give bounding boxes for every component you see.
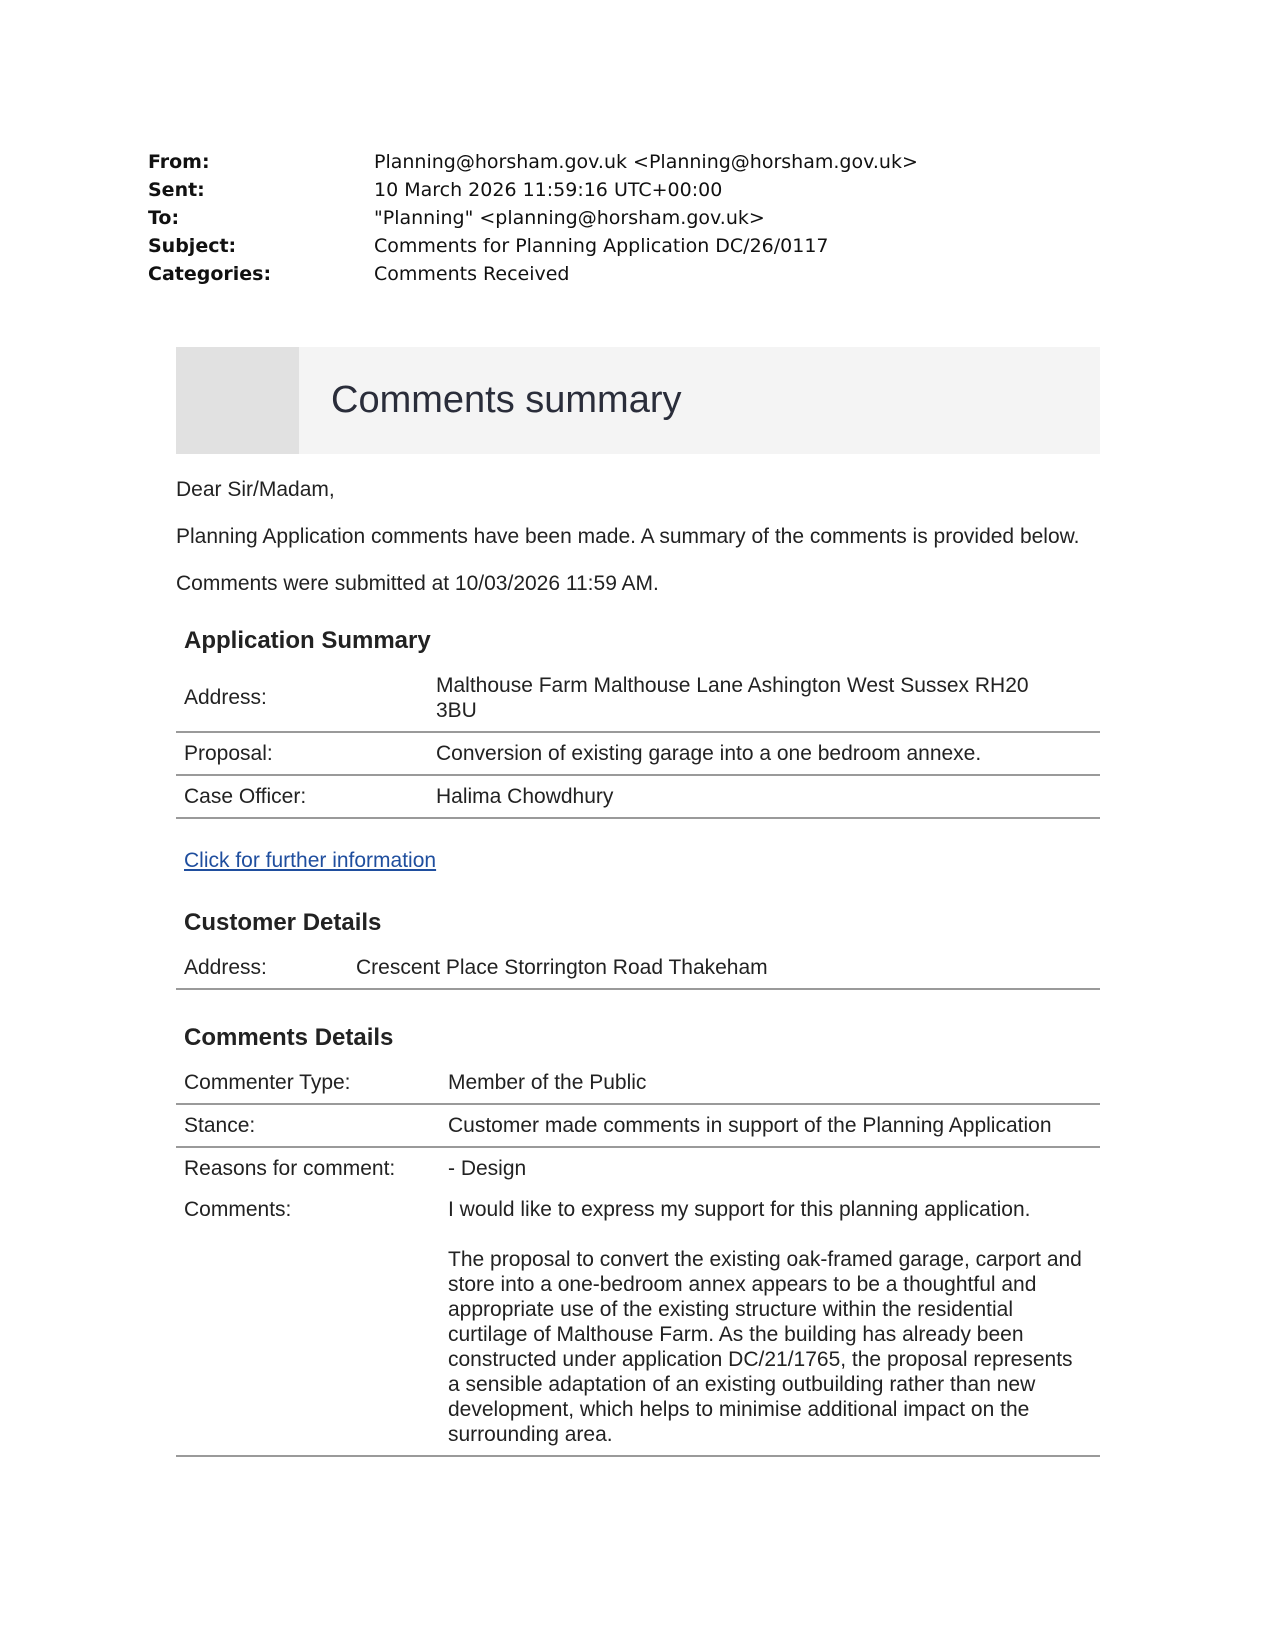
table-row bbox=[176, 665, 1100, 732]
commenter-type-label: Commenter Type: bbox=[176, 1062, 440, 1104]
banner-side-block bbox=[176, 347, 299, 454]
stance-label: Stance: bbox=[176, 1104, 440, 1147]
from-value: Planning@horsham.gov.uk <Planning@horsham.gov.uk> bbox=[374, 151, 918, 173]
case-officer-label: Case Officer: bbox=[176, 775, 428, 818]
table-row bbox=[176, 1147, 1100, 1189]
table-row bbox=[176, 1189, 1100, 1456]
proposal-value: Conversion of existing garage into a one bedroom annexe. bbox=[428, 732, 1100, 775]
further-information-link[interactable]: Click for further information bbox=[184, 849, 437, 872]
case-officer-value: Halima Chowdhury bbox=[428, 775, 1100, 818]
customer-address-label: Address: bbox=[176, 947, 348, 989]
table-row bbox=[176, 775, 1100, 818]
comments-details-table bbox=[176, 1062, 1100, 1457]
sent-label: Sent: bbox=[148, 179, 205, 201]
greeting: Dear Sir/Madam, bbox=[176, 478, 335, 501]
reasons-value: - Design bbox=[448, 1157, 527, 1180]
app-address-value: Malthouse Farm Malthouse Lane Ashington West Sussex RH20 3BU bbox=[428, 665, 1100, 732]
table-row bbox=[176, 1104, 1100, 1147]
email-body bbox=[176, 347, 1100, 1457]
subject-row bbox=[148, 232, 1048, 260]
subject-value: Comments for Planning Application DC/26/0117 bbox=[374, 235, 829, 257]
to-label: To: bbox=[148, 207, 180, 229]
table-row bbox=[176, 947, 1100, 989]
comments-summary-banner bbox=[176, 347, 1100, 454]
banner-main bbox=[299, 347, 1100, 454]
customer-address-value: Crescent Place Storrington Road Thakeham bbox=[348, 947, 1100, 989]
application-summary-title: Application Summary bbox=[184, 627, 431, 654]
application-summary-table bbox=[176, 665, 1100, 819]
sent-row bbox=[148, 176, 1048, 204]
comments-label: Comments: bbox=[176, 1189, 440, 1456]
to-value: "Planning" <planning@horsham.gov.uk> bbox=[374, 207, 765, 229]
customer-details-title: Customer Details bbox=[184, 909, 382, 936]
banner-title: Comments summary bbox=[331, 379, 682, 421]
subject-label: Subject: bbox=[148, 235, 237, 257]
categories-value: Comments Received bbox=[374, 263, 570, 285]
comments-value: I would like to express my support for this planning application. The proposal to convert the existing oak-framed garage, carport and store into a one-bedroom annex appears to be a thoughtful and appropriate use of the existing structure within the residential curtilage of Malthouse Farm. As the building has already been constructed under application DC/21/1765, the proposal represents a sensible adaptation of an existing outbuilding rather than new development, which helps to minimise additional impact on the surrounding area. bbox=[440, 1189, 1100, 1456]
customer-details-table bbox=[176, 947, 1100, 990]
table-row bbox=[176, 732, 1100, 775]
reasons-label: Reasons for comment: bbox=[184, 1157, 396, 1180]
table-row bbox=[176, 1062, 1100, 1104]
email-header bbox=[148, 148, 1048, 288]
submitted-time: Comments were submitted at 10/03/2026 11:59 AM. bbox=[176, 572, 659, 595]
from-row bbox=[148, 148, 1048, 176]
to-row bbox=[148, 204, 1048, 232]
commenter-type-value: Member of the Public bbox=[440, 1062, 1100, 1104]
categories-row bbox=[148, 260, 1048, 288]
proposal-label: Proposal: bbox=[176, 732, 428, 775]
sent-value: 10 March 2026 11:59:16 UTC+00:00 bbox=[374, 179, 723, 201]
comments-details-title: Comments Details bbox=[184, 1024, 394, 1051]
stance-value: Customer made comments in support of the Planning Application bbox=[440, 1104, 1100, 1147]
app-address-label: Address: bbox=[176, 665, 428, 732]
intro-message: Planning Application comments have been made. A summary of the comments is provided below. bbox=[176, 525, 1080, 548]
categories-label: Categories: bbox=[148, 263, 272, 285]
from-label: From: bbox=[148, 151, 210, 173]
